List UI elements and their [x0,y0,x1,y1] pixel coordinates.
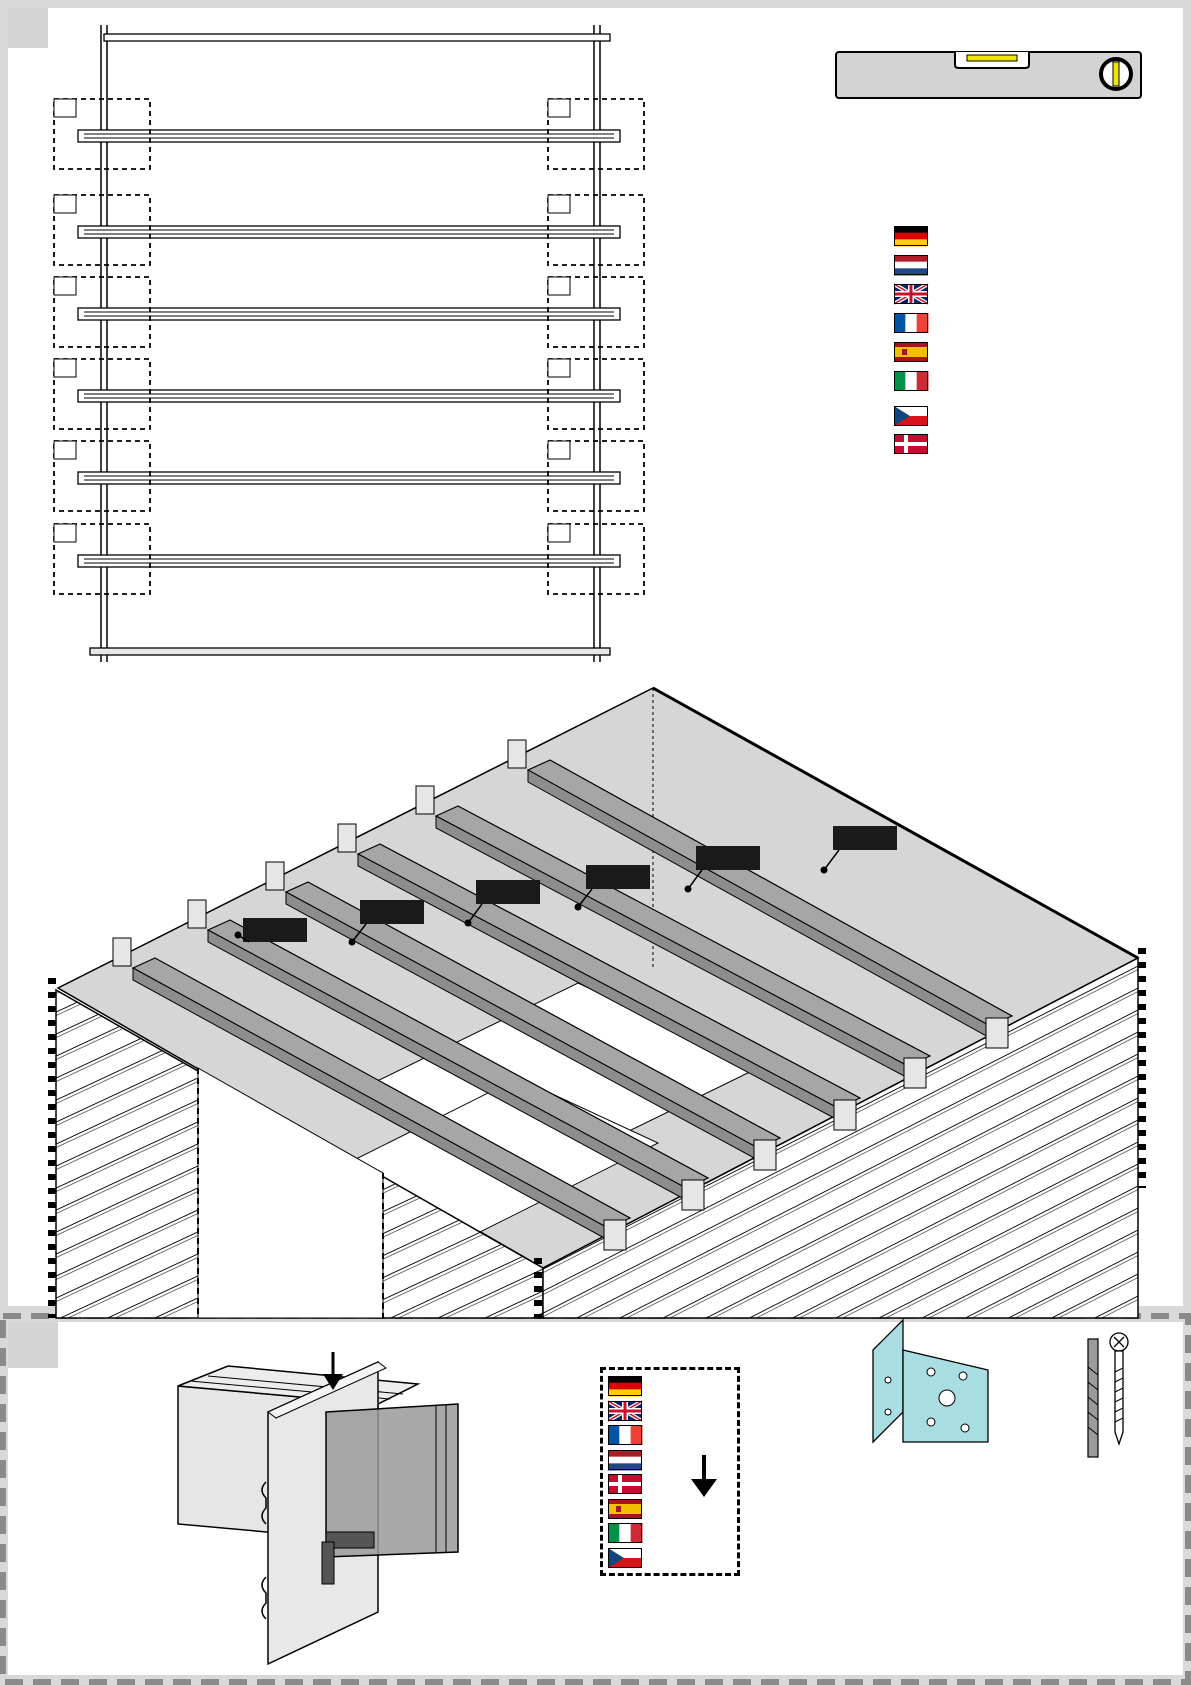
flag-germany-icon [608,1376,642,1394]
flag-netherlands-icon [894,255,928,273]
flag-uk-icon [608,1401,642,1419]
flag-france-icon [608,1425,642,1443]
flag-france-icon [894,313,928,331]
plan-beam [54,524,644,594]
flag-germany-icon [894,226,928,244]
step-panel-top [8,8,1183,1306]
roof-plan-diagram [8,8,708,668]
flag-denmark-icon [894,434,928,452]
flag-italy-icon [608,1523,642,1541]
plan-beam [54,195,644,265]
flag-czech-icon [608,1548,642,1566]
flag-spain-icon [608,1499,642,1517]
beam-part-label [235,918,308,942]
beam-bracket-detail-diagram [168,1352,498,1672]
roof-perspective-diagram [38,668,1178,1308]
flag-spain-icon [894,342,928,360]
flag-denmark-icon [608,1474,642,1492]
plan-beam [54,277,644,347]
plan-beam [54,359,644,429]
plan-beam [54,441,644,511]
arrow-down-icon [689,1455,719,1499]
instruction-language-box [600,1367,740,1576]
plan-beam [54,99,644,169]
flag-netherlands-icon [608,1450,642,1468]
wall-plug-icon [1086,1337,1102,1462]
flag-uk-icon [894,284,928,302]
step-number-tab [8,1322,58,1368]
flag-italy-icon [894,371,928,389]
spirit-level-icon [835,43,1145,99]
screw-icon [1106,1332,1132,1447]
angle-bracket-icon [863,1342,1003,1452]
step-panel-bottom [8,1322,1183,1675]
flag-czech-icon [894,406,928,424]
